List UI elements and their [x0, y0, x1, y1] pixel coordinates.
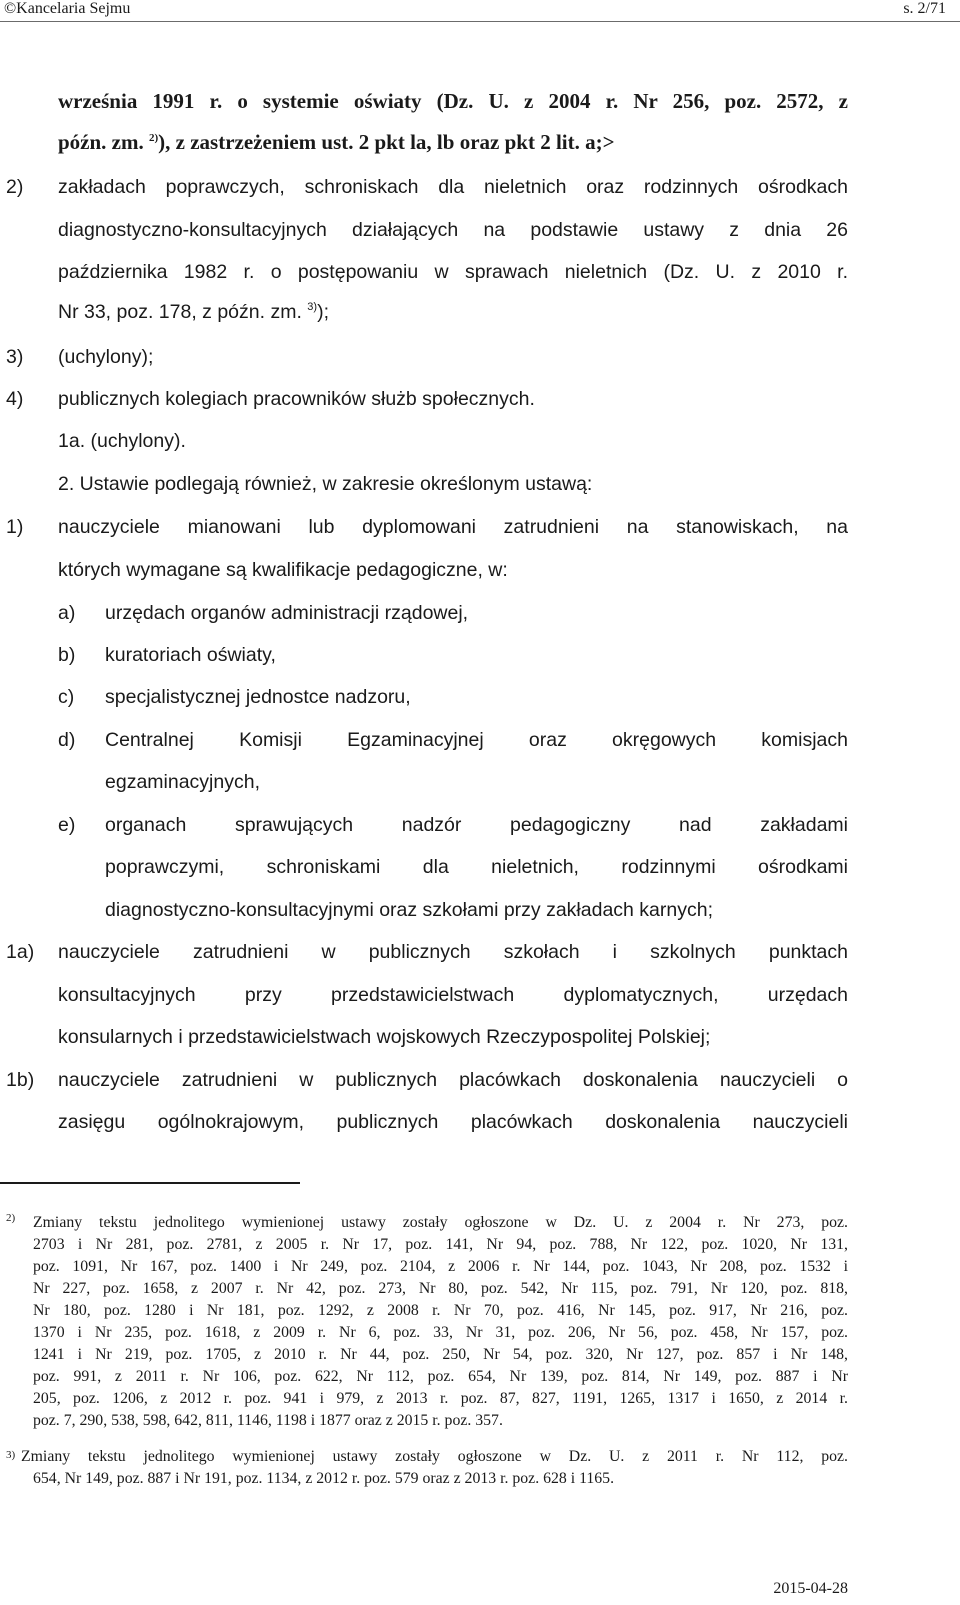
document-date: 2015-04-28 — [773, 1580, 848, 1597]
footnote-2-line: 1370 i Nr 235, poz. 1618, z 2009 r. Nr 6, poz. 33, Nr 31, poz. 206, Nr 56, poz. 458, Nr 157, poz. — [33, 1324, 848, 1341]
sub-e-line-3: diagnostyczno-konsultacyjnymi oraz szkołami przy zakładach karnych; — [105, 899, 714, 921]
item-3-number: 3) — [6, 346, 24, 368]
list-1a-number: 1a) — [6, 941, 35, 963]
list-1b-line-1: nauczyciele zatrudnieni w publicznych placówkach doskonalenia nauczycieli o — [58, 1069, 848, 1091]
sub-b-letter: b) — [58, 644, 76, 666]
list-1b-number: 1b) — [6, 1069, 35, 1091]
continuation-line-2 — [58, 131, 848, 157]
item-4-number: 4) — [6, 388, 24, 410]
page-number — [903, 0, 946, 18]
footnote-2 — [33, 1212, 848, 1432]
footnote-2-line: poz. 7, 290, 538, 598, 642, 811, 1146, 1198 i 1877 oraz z 2015 r. poz. 357. — [33, 1412, 503, 1429]
sub-a-letter: a) — [58, 602, 76, 624]
sub-b-text: kuratoriach oświaty, — [105, 644, 276, 666]
list-1a-line-3: konsularnych i przedstawicielstwach wojskowych Rzeczypospolitej Polskiej; — [58, 1026, 711, 1048]
continuation-line-1: września 1991 r. o systemie oświaty (Dz. U. z 2004 r. Nr 256, poz. 2572, z — [58, 89, 848, 113]
list-1-line-1: nauczyciele mianowani lub dyplomowani zatrudnieni na stanowiskach, na — [58, 516, 848, 538]
footnote-3 — [21, 1446, 848, 1490]
sub-d-line-1: Centralnej Komisji Egzaminacyjnej oraz okręgowych komisjach — [105, 729, 848, 751]
item-2-line-1: zakładach poprawczych, schroniskach dla nieletnich oraz rodzinnych ośrodkach — [58, 176, 848, 198]
list-1-line-2: których wymagane są kwalifikacje pedagogiczne, w: — [58, 559, 508, 581]
footnote-2-line: poz. 991, z 2011 r. Nr 106, poz. 622, Nr 112, poz. 654, Nr 139, poz. 814, Nr 149, poz. 887 i Nr — [33, 1368, 848, 1385]
item-2-number: 2) — [6, 176, 24, 198]
item-2-line-4b: ); — [317, 301, 329, 323]
sub-a-text: urzędach organów administracji rządowej, — [105, 602, 469, 624]
footnote-3-line: 654, Nr 149, poz. 887 i Nr 191, poz. 1134, z 2012 r. poz. 579 oraz z 2013 r. poz. 628 i 1165. — [33, 1470, 615, 1487]
footnote-2-line: 2703 i Nr 281, poz. 2781, z 2005 r. Nr 17, poz. 141, Nr 94, poz. 788, Nr 122, poz. 1020, Nr 131, — [33, 1236, 848, 1253]
footnote-2-line: 1241 i Nr 219, poz. 1705, z 2010 r. Nr 44, poz. 250, Nr 54, poz. 320, Nr 127, poz. 857 i Nr 148, — [33, 1346, 848, 1363]
list-1a-line-2: konsultacyjnych przy przedstawicielstwach dyplomatycznych, urzędach — [58, 984, 848, 1006]
continuation-line-2a: późn. zm. — [58, 130, 144, 154]
paragraph-2: 2. Ustawie podlegają również, w zakresie określonym ustawą: — [58, 473, 593, 495]
list-1b-line-2: zasięgu ogólnokrajowym, publicznych placówkach doskonalenia nauczycieli — [58, 1111, 848, 1133]
list-1-number: 1) — [6, 516, 24, 538]
footnote-ref-3[interactable]: 3) — [307, 301, 318, 313]
sub-e-line-2: poprawczymi, schroniskami dla nieletnich, rodzinnymi ośrodkami — [105, 856, 848, 878]
page-number-text: s. 2/71 — [903, 0, 946, 17]
list-1a-line-1: nauczyciele zatrudnieni w publicznych szkołach i szkolnych punktach — [58, 941, 848, 963]
footnote-2-line: poz. 1091, Nr 167, poz. 1400 i Nr 249, poz. 2104, z 2006 r. Nr 144, poz. 1043, Nr 208, poz. 1532 i — [33, 1258, 848, 1275]
footnote-2-line: Zmiany tekstu jednolitego wymienionej ustawy zostały ogłoszone w Dz. U. z 2004 r. Nr 273, poz. — [33, 1214, 848, 1231]
paragraph-1a: 1a. (uchylony). — [58, 430, 186, 452]
sub-d-letter: d) — [58, 729, 76, 751]
footnote-2-line: 205, poz. 1206, z 2012 r. poz. 941 i 979, z 2013 r. poz. 87, 827, 1191, 1265, 1317 i 1650, z 2014 r. — [33, 1390, 848, 1407]
continuation-line-2b: ), z zastrzeżeniem ust. 2 pkt la, lb oraz pkt 2 lit. a;> — [158, 130, 615, 154]
publisher-label: ©Kancelaria Sejmu — [4, 0, 131, 17]
sub-c-letter: c) — [58, 686, 75, 708]
item-2-line-3: października 1982 r. o postępowaniu w sprawach nieletnich (Dz. U. z 2010 r. — [58, 261, 848, 283]
footnote-3-line: Zmiany tekstu jednolitego wymienionej ustawy zostały ogłoszone w Dz. U. z 2011 r. Nr 112, poz. — [21, 1448, 848, 1465]
item-4-text: publicznych kolegiach pracowników służb społecznych. — [58, 388, 535, 410]
item-2-line-2: diagnostyczno-konsultacyjnych działających na podstawie ustawy z dnia 26 — [58, 219, 848, 241]
footnote-2-line: Nr 227, poz. 1658, z 2007 r. Nr 42, poz. 273, Nr 80, poz. 542, Nr 115, poz. 791, Nr 120, poz. 818, — [33, 1280, 848, 1297]
sub-e-line-1: organach sprawujących nadzór pedagogiczny nad zakładami — [105, 814, 848, 836]
item-3-text: (uchylony); — [58, 346, 154, 368]
footnote-3-marker: 3) — [6, 1449, 16, 1461]
footnote-rule — [0, 1182, 300, 1184]
sub-d-line-2: egzaminacyjnych, — [105, 771, 260, 793]
footnote-ref-2[interactable]: 2) — [149, 132, 159, 144]
footnote-2-line: Nr 180, poz. 1280 i Nr 181, poz. 1292, z 2008 r. Nr 70, poz. 416, Nr 145, poz. 917, Nr 216, poz. — [33, 1302, 848, 1319]
header-rule — [0, 21, 960, 22]
footnote-2-marker: 2) — [6, 1212, 16, 1224]
sub-c-text: specjalistycznej jednostce nadzoru, — [105, 686, 411, 708]
sub-e-letter: e) — [58, 814, 76, 836]
item-2-line-4a: Nr 33, poz. 178, z późn. zm. — [58, 301, 302, 323]
item-2-line-4 — [58, 301, 329, 326]
